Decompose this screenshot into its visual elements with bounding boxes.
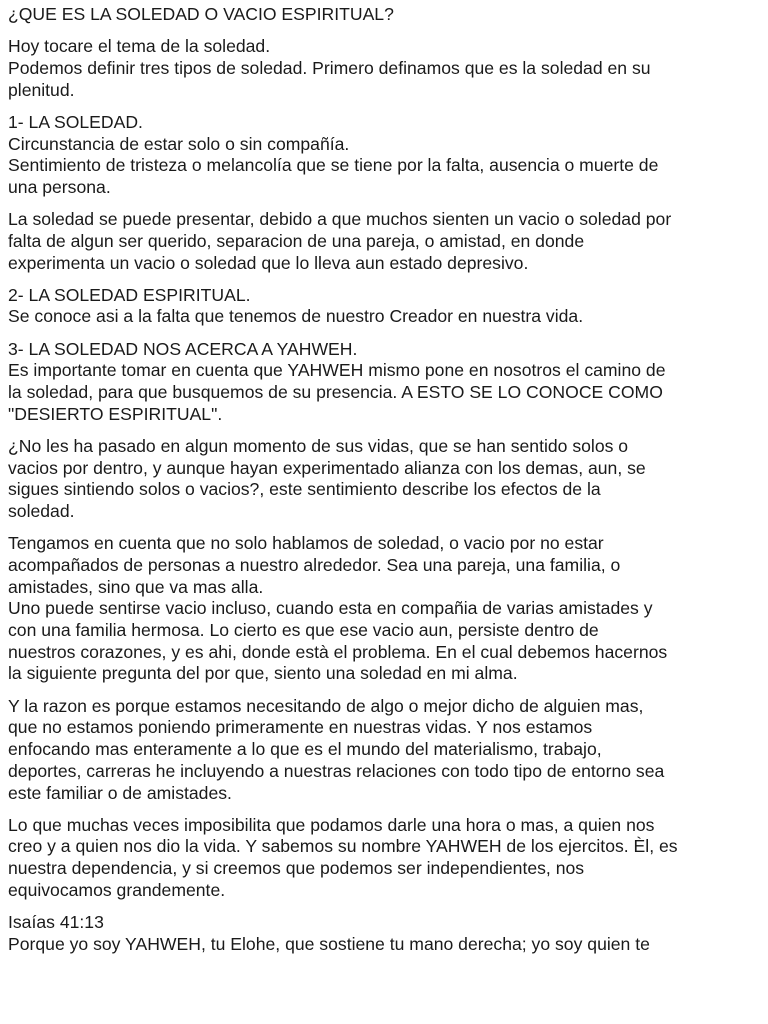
verse-text: Porque yo soy YAHWEH, tu Elohe, que sostiene tu mano derecha; yo soy quien te xyxy=(8,933,650,954)
paragraph-razon xyxy=(8,696,760,805)
bible-verse xyxy=(8,912,760,955)
text-line: ¿No les ha pasado en algun momento de sus vidas, que se han sentido solos o xyxy=(8,435,629,456)
text-line: la soledad, para que busquemos de su presencia. A ESTO SE LO CONOCE COMO xyxy=(8,382,663,403)
text-line: creo y a quien nos dio la vida. Y sabemos su nombre YAHWEH de los ejercitos. Èl, es xyxy=(8,836,678,857)
intro-paragraph xyxy=(8,36,760,101)
text-line: enfocando mas enteramente a lo que es el mundo del materialismo, trabajo, xyxy=(8,739,602,760)
text-line: sigues sintiendo solos o vacios?, este sentimiento describe los efectos de la xyxy=(8,479,601,500)
text-line: Circunstancia de estar solo o sin compañía. xyxy=(8,133,350,154)
section-3-acerca-yahweh xyxy=(8,339,760,426)
text-line: La soledad se puede presentar, debido a que muchos sienten un vacio o soledad por xyxy=(8,209,672,230)
verse-reference: Isaías 41:13 xyxy=(8,912,104,933)
text-line: falta de algun ser querido, separacion de una pareja, o amistad, en donde xyxy=(8,230,585,251)
text-line: Se conoce asi a la falta que tenemos de nuestro Creador en nuestra vida. xyxy=(8,306,584,327)
text-line: Tengamos en cuenta que no solo hablamos de soledad, o vacio por no estar xyxy=(8,533,604,554)
text-line: la siguiente pregunta del por que, siento una soledad en mi alma. xyxy=(8,663,518,684)
text-line: este familiar o de amistades. xyxy=(8,782,232,803)
paragraph-tengamos xyxy=(8,533,760,685)
text-line: con una familia hermosa. Lo cierto es que ese vacio aun, persiste dentro de xyxy=(8,620,599,641)
text-line: una persona. xyxy=(8,176,111,197)
text-line: Lo que muchas veces imposibilita que podamos darle una hora o mas, a quien nos xyxy=(8,814,655,835)
section-heading: 1- LA SOLEDAD. xyxy=(8,111,143,132)
text-line: plenitud. xyxy=(8,79,75,100)
paragraph-no-les-ha-pasado xyxy=(8,436,760,523)
section-2-soledad-espiritual xyxy=(8,285,760,328)
section-1-soledad xyxy=(8,112,760,199)
text-line: nuestros corazones, y es ahi, donde està el problema. En el cual debemos hacernos xyxy=(8,641,668,662)
text-line: amistades, sino que va mas alla. xyxy=(8,576,264,597)
text-line: acompañados de personas a nuestro alrededor. Sea una pareja, una familia, o xyxy=(8,554,621,575)
text-line: "DESIERTO ESPIRITUAL". xyxy=(8,403,223,424)
text-line: experimenta un vacio o soledad que lo lleva aun estado depresivo. xyxy=(8,252,529,273)
title-line: ¿QUE ES LA SOLEDAD O VACIO ESPIRITUAL? xyxy=(8,4,394,24)
text-line: vacios por dentro, y aunque hayan experimentado alianza con los demas, aun, se xyxy=(8,457,646,478)
text-line: Hoy tocare el tema de la soledad. xyxy=(8,36,271,57)
text-line: Uno puede sentirse vacio incluso, cuando esta en compañia de varias amistades y xyxy=(8,598,653,619)
text-line: equivocamos grandemente. xyxy=(8,879,226,900)
text-line: deportes, carreras he incluyendo a nuestras relaciones con todo tipo de entorno sea xyxy=(8,760,665,781)
text-line: Podemos definir tres tipos de soledad. Primero definamos que es la soledad en su xyxy=(8,57,651,78)
section-heading: 2- LA SOLEDAD ESPIRITUAL. xyxy=(8,284,251,305)
text-line: Sentimiento de tristeza o melancolía que se tiene por la falta, ausencia o muerte de xyxy=(8,155,659,176)
text-line: que no estamos poniendo primeramente en nuestras vidas. Y nos estamos xyxy=(8,717,593,738)
text-line: nuestra dependencia, y si creemos que podemos ser independientes, nos xyxy=(8,858,585,879)
paragraph-soledad-presentar xyxy=(8,209,760,274)
text-line: soledad. xyxy=(8,501,75,522)
section-heading: 3- LA SOLEDAD NOS ACERCA A YAHWEH. xyxy=(8,338,358,359)
paragraph-muchas-veces xyxy=(8,815,760,902)
text-line: Y la razon es porque estamos necesitando de algo o mejor dicho de alguien mas, xyxy=(8,695,644,716)
text-line: Es importante tomar en cuenta que YAHWEH mismo pone en nosotros el camino de xyxy=(8,360,666,381)
document-title xyxy=(8,4,760,26)
